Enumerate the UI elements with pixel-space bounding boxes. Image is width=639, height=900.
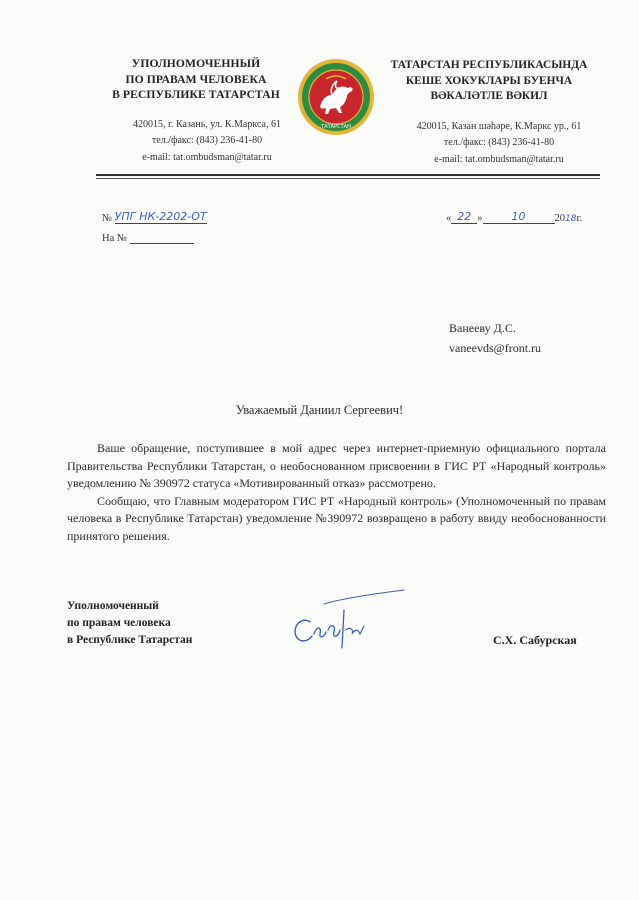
letter-greeting: Уважаемый Даниил Сергеевич! (235, 403, 404, 417)
outgoing-number (102, 210, 207, 224)
body-paragraph-1: Ваше обращение, поступившее в мой адрес через интернет-приемную официального портала Правительства Республики Татарстан, о необоснованном присвоении в ГИС РТ «Народный контроль» уведомлению № 390972 статуса «Мотивированный отказ» рассмотрено. (67, 441, 606, 491)
email-ru: e-mail: tat.ombudsman@tatar.ru (142, 151, 272, 163)
date-day: 22 (457, 210, 472, 223)
letter-body (67, 440, 606, 546)
outgoing-number-value: УПГ НК-2202-ОТ (114, 210, 207, 223)
email-tt: e-mail: tat.ombudsman@tatar.ru (434, 153, 564, 165)
org-name-ru-line-3: В РЕСПУБЛИКЕ ТАТАРСТАН (112, 88, 280, 101)
signatory-title (67, 598, 192, 648)
signatory-title-line-3: в Республике Татарстан (67, 633, 193, 646)
letter-date (446, 210, 582, 224)
recipient-name: Ванееву Д.С. (449, 321, 516, 335)
date-year-suffix: 18 (565, 214, 577, 224)
date-close-quote: » (477, 213, 483, 224)
org-name-ru-line-1: УПОЛНОМОЧЕННЫЙ (131, 57, 261, 70)
recipient-email: vaneevds@front.ru (449, 341, 542, 355)
org-name-ru-line-2: ПО ПРАВАМ ЧЕЛОВЕКА (125, 72, 267, 86)
emblem-text: ТАТАРСТАН (321, 124, 351, 130)
date-year-end: г. (576, 213, 583, 224)
org-name-tt-line-1: ТАТАРСТАН РЕСПУБЛИКАСЫНДА (390, 59, 588, 71)
recipient-block (449, 318, 541, 358)
org-name-tt-line-3: ВӘКАЛӘТЛЕ ВӘКИЛ (430, 90, 548, 102)
phone-tt: тел./факс: (843) 236-41-80 (443, 137, 555, 148)
phone-ru: тел./факс: (843) 236-41-80 (151, 135, 263, 146)
body-paragraph-2: Сообщаю, что Главным модератором ГИС РТ «Народный контроль» (Уполномоченный по правам человека в Республике Татарстан) уведомление №390972 возвращено в работу ввиду необоснованности принятого решения. (67, 493, 606, 543)
incoming-number-label: На № (102, 233, 127, 244)
signatory-title-line-2: по правам человека (67, 616, 171, 629)
date-open-quote: « (446, 213, 452, 224)
header-left (88, 56, 304, 166)
handwritten-signature-icon (284, 580, 414, 670)
signatory-title-line-1: Уполномоченный (67, 600, 159, 612)
header-divider-thick (96, 174, 600, 176)
date-month: 10 (511, 210, 526, 223)
org-name-tt-line-2: КЕШЕ ХОКУКЛАРЫ БУЕНЧА (405, 74, 573, 87)
tatarstan-emblem-icon (296, 57, 376, 137)
signatory-name: С.Х. Сабурская (493, 633, 577, 647)
date-year-prefix: 20 (554, 213, 565, 224)
header-divider-thin (96, 178, 600, 179)
outgoing-number-label: № (102, 213, 113, 224)
address-tt: 420015, Казан шәһәре, К.Маркс ур., 61 (416, 120, 582, 132)
address-ru: 420015, г. Казань, ул. К.Маркса, 61 (133, 118, 281, 130)
header-right (372, 58, 606, 168)
incoming-number (102, 232, 194, 244)
